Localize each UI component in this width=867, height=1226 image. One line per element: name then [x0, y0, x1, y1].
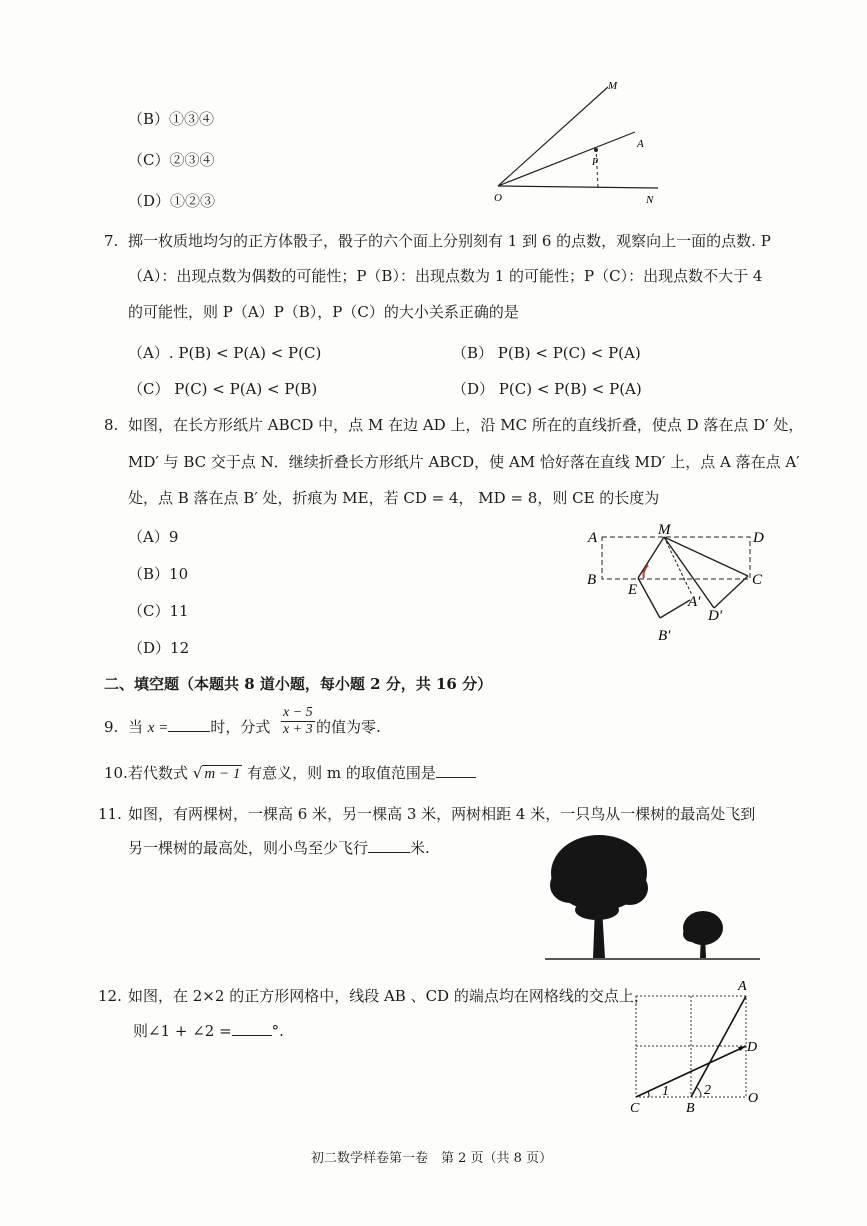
label-B: B [587, 572, 597, 588]
q7-number: 7. [104, 232, 119, 250]
q7-line1: 掷一枚质地均匀的正方体骰子，骰子的六个面上分别刻有 1 到 6 的点数，观察向上一面的点数. P [128, 232, 771, 250]
label-A: A [588, 530, 598, 546]
q11-line2 [128, 838, 430, 858]
q9-fraction [281, 705, 315, 738]
q7-option-a: （A）. P(B) < P(A) < P(C) [128, 344, 322, 362]
q8-option-a: （A）9 [128, 528, 179, 546]
label-M: M [658, 522, 671, 538]
label-C: C [752, 572, 763, 588]
q9-pre: 当 [128, 718, 144, 736]
q8-line2: MD′ 与 BC 交于点 N．继续折叠长方形纸片 ABCD，使 AM 恰好落在直线 MD′ 上，点 A 落在点 A′ [128, 453, 800, 471]
q9-denominator: x + 3 [283, 722, 313, 737]
q11-line2-pre: 另一棵树的最高处，则小鸟至少飞行 [128, 839, 369, 857]
q11-line1: 如图，有两棵树，一棵高 6 米，另一棵高 3 米，两树相距 4 米，一只鸟从一棵树的最高处飞到 [128, 805, 756, 823]
q12-line2-post: °. [271, 1022, 284, 1040]
q12-grid-figure [625, 975, 770, 1115]
q8-option-b: （B）10 [128, 565, 189, 583]
label-D: D [747, 1040, 758, 1055]
label-O: O [494, 192, 502, 204]
q9-x: x = [147, 720, 169, 736]
q8-line1: 如图，在长方形纸片 ABCD 中，点 M 在边 AD 上，沿 MC 所在的直线折叠，使点 D 落在点 D′ 处， [128, 416, 804, 434]
q8-option-d: （D）12 [128, 639, 190, 657]
q7-option-b: （B） P(B) < P(C) < P(A) [452, 344, 641, 362]
q9-post: 的值为零. [316, 718, 381, 736]
q6-option-b: （B）①③④ [128, 110, 215, 128]
q7-option-d: （D） P(C) < P(B) < P(A) [452, 380, 642, 398]
q12-answer-blank[interactable] [232, 1021, 272, 1036]
section-heading-fill-in: 二、填空题（本题共 8 道小题，每小题 2 分，共 16 分） [104, 675, 493, 693]
tall-tree [550, 835, 648, 958]
label-A: A [637, 138, 644, 150]
label-B: B [686, 1101, 695, 1115]
q9-answer-blank[interactable] [168, 717, 210, 732]
q6-option-d: （D）①②③ [128, 192, 216, 210]
label-angle-2: 2 [704, 1083, 711, 1098]
q6-option-c: （C）②③④ [128, 151, 215, 169]
q10-post: 有意义，则 m 的取值范围是 [247, 764, 436, 782]
label-D: D [753, 530, 764, 546]
q10-answer-blank[interactable] [436, 763, 476, 778]
q12-line1: 如图，在 2×2 的正方形网格中，线段 AB 、CD 的端点均在网格线的交点上， [128, 987, 649, 1005]
q12-line2 [133, 1021, 284, 1041]
label-C: C [630, 1101, 640, 1115]
q7-line3: 的可能性，则 P（A）P（B），P（C）的大小关系正确的是 [128, 303, 519, 321]
q10-radicand: m − 1 [204, 766, 241, 782]
label-N: N [646, 194, 654, 206]
q9-text [128, 717, 270, 738]
q11-answer-blank[interactable] [368, 838, 410, 853]
q12-line2-pre: 则∠1 + ∠2 = [133, 1022, 232, 1040]
q6-angle-figure [480, 75, 680, 210]
label-D-prime: D′ [708, 608, 723, 624]
q8-number: 8. [104, 416, 119, 434]
label-E: E [628, 582, 638, 598]
q10-number: 10. [104, 764, 128, 782]
short-tree [683, 911, 723, 958]
label-A-prime: A′ [688, 594, 701, 610]
label-B-prime: B′ [658, 628, 671, 644]
q12-number: 12. [98, 987, 122, 1005]
q8-option-c: （C）11 [128, 602, 189, 620]
q9-mid: 时，分式 [210, 718, 271, 736]
q10-text: 若代数式 √ m − 1 有意义，则 m 的取值范围是 [128, 763, 476, 784]
label-A: A [738, 979, 747, 994]
q11-number: 11. [98, 805, 122, 823]
q11-line2-post: 米. [410, 839, 430, 857]
q8-rectangle-fold-figure [582, 520, 772, 660]
label-M: M [608, 80, 618, 92]
q10-pre: 若代数式 [128, 764, 189, 782]
label-P: P [592, 157, 599, 168]
page-footer: 初二数学样卷第一卷 第 2 页（共 8 页） [311, 1151, 553, 1166]
q8-line3: 处，点 B 落在点 B′ 处，折痕为 ME，若 CD = 4， MD = 8，则 CE 的长度为 [128, 489, 660, 507]
q7-option-c: （C） P(C) < P(A) < P(B) [128, 380, 318, 398]
q9-number: 9. [104, 718, 119, 736]
q11-trees-figure [545, 830, 765, 965]
q7-line2: （A）：出现点数为偶数的可能性；P（B）：出现点数为 1 的可能性；P（C）：出现点数不大于 4 [128, 267, 763, 285]
label-O: O [748, 1091, 759, 1106]
q9-numerator: x − 5 [283, 705, 313, 720]
label-angle-1: 1 [662, 1084, 669, 1099]
